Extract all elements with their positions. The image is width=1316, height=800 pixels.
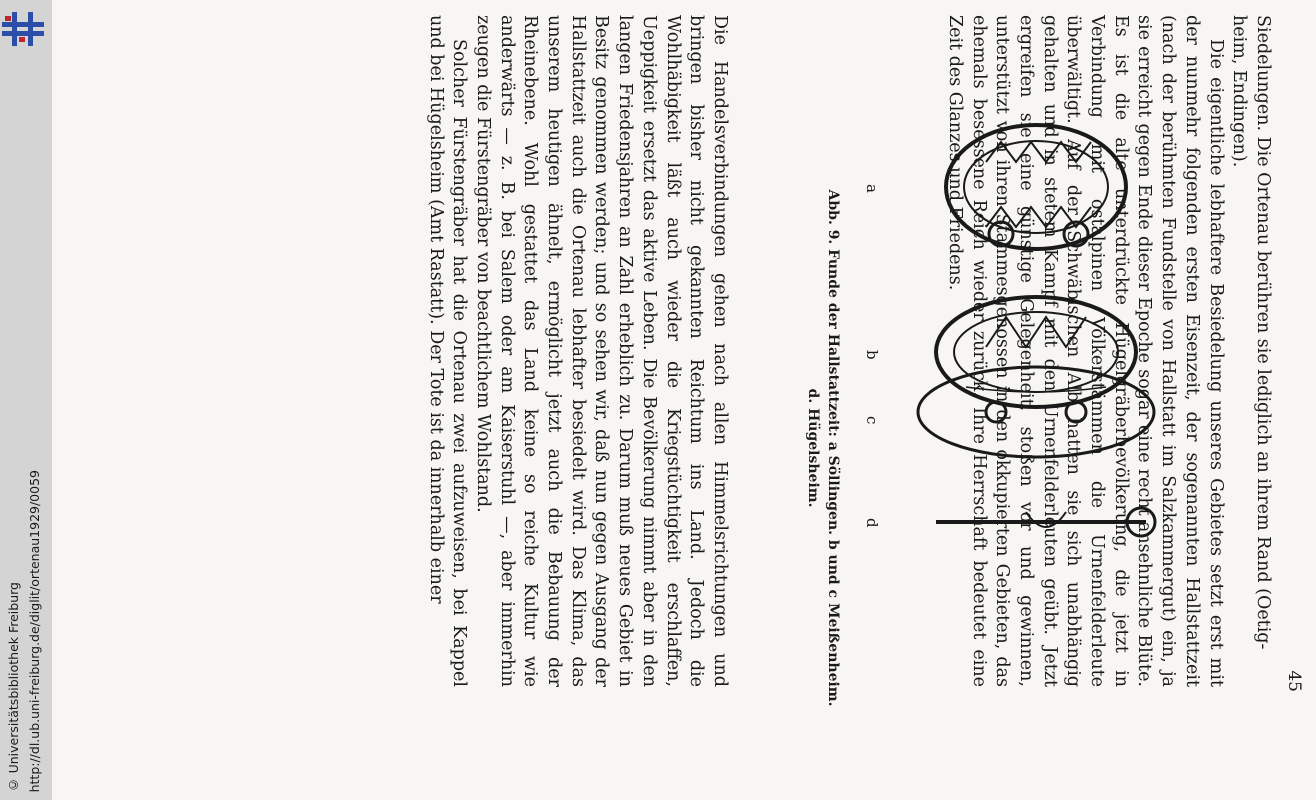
figure-hallstatt-finds — [791, 112, 1186, 707]
para3-body: Solcher Fürstengräber hat die Ortenau zwei aufzuweisen, bei Kappel und bei Hügelsheim (Amt Rastatt). Der Tote ist da innerhalb einer — [425, 15, 470, 687]
figure-letter-c: c — [863, 416, 881, 425]
document-url[interactable]: http://dl.ub.uni-freiburg.de/diglit/ortenau1929/0059 — [27, 469, 42, 792]
para1-line2: heim, Endingen). — [1229, 15, 1250, 168]
copyright-notice: © Universitätsbibliothek Freiburg — [6, 581, 21, 792]
bracelet-a-illustration — [946, 125, 1126, 249]
illustration-finds — [886, 112, 1186, 562]
figure-caption-line2: d. Hügelsheim. — [805, 388, 821, 508]
paragraph-bottom — [423, 15, 731, 687]
figure-letter-a: a — [863, 184, 881, 193]
page-content — [52, 0, 1316, 800]
ring-c-illustration — [918, 367, 1154, 457]
page-number: 45 — [1284, 670, 1304, 692]
para1-line1: Siedelungen. Die Ortenau berühren sie lediglich an ihrem Rand (Oetig- — [1253, 15, 1273, 650]
viewer-sidebar — [0, 0, 52, 800]
library-logo — [2, 6, 44, 50]
figure-caption: Abb. 9. Funde der Hallstattzeit: a Söllingen. b und c Meißenheim. — [825, 189, 841, 707]
pin-d-illustration — [936, 508, 1155, 536]
scanned-page — [52, 0, 1316, 800]
figure-letter-b: b — [863, 350, 881, 360]
figure-letter-d: d — [863, 518, 881, 528]
bracelet-b-illustration — [936, 297, 1136, 422]
para1-body: Die eigentliche lebhaftere Besiedelung unseres Gebietes setzt erst mit der nunmehr folgenden ersten Eisenzeit, der sogenannten Hallstattzeit (nach der berühmten Fundstelle von Hallstatt im Salzkammergut) ein, ja sie erreicht gegen Ende dieser Epoche sogar eine recht ansehnliche Blüte. Es ist die alte unterdrückte Hügelgräberbevölkerung, die jetzt in Verbindung mit ostalpinen Völkerstämmen die Urnenfelderleute überwältigt. Auf der Schwäbischen Alb hatten sie sich unabhängig gehalten und in stetem Kampf mit den Urnenfelderleuten geübt. Jetzt ergreifen sie eine günstige Gelegenheit, stoßen vor und gewinnen, unterstützt von ihren Stammesgenossen in den okkupierten Gebieten, das ehemals besessene Reich wieder zurück. Ihre Herrschaft bedeutet eine Zeit des Glanzes und Friedens. — [944, 15, 1226, 687]
para2-body: Die Handelsverbindungen gehen nach allen Himmelsrichtungen und bringen bisher nicht gekannten Reichtum ins Land. Jedoch die Wohlhäbigkeit läßt auch wieder die Kriegstüchtigkeit erschlaffen, Ueppigkeit ersetzt das aktive Leben. Die Bevölkerung nimmt aber in den langen Friedensjahren an Zahl erheblich zu. Darum muß neues Gebiet in Besitz genommen werden; und so sehen wir, daß nun gegen Ausgang der Hallstattzeit auch die Ortenau lebhafter besiedelt wird. Das Klima, das unserem heutigen ähnelt, ermöglicht jetzt auch die Bebauung der Rheinebene. Wohl gestattet das Land keine so reiche Kultur wie anderwärts — z. B. bei Salem oder am Kaiserstuhl —, aber immerhin zeugen die Fürstengräber von beachtlichem Wohlstand. — [472, 15, 730, 687]
